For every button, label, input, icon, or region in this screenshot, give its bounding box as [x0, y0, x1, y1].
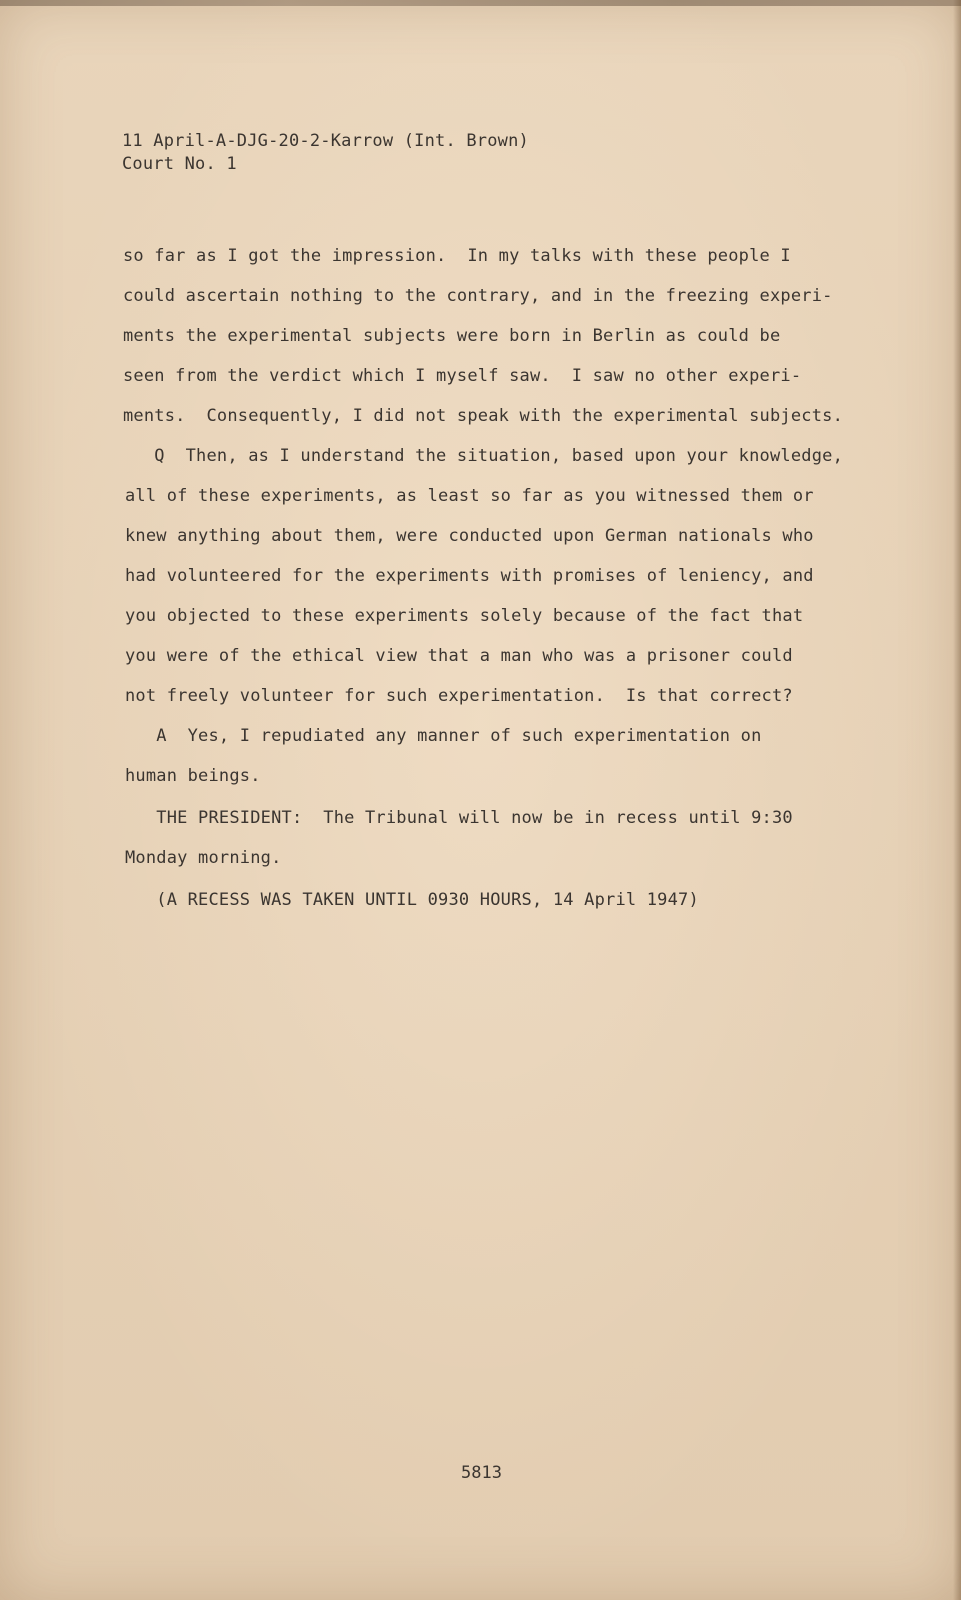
header-session-line: 11 April-A-DJG-20-2-Karrow (Int. Brown): [122, 131, 529, 151]
body-line: all of these experiments, as least so far as you witnessed them or: [125, 486, 814, 506]
body-line: could ascertain nothing to the contrary, and in the freezing experi-: [123, 286, 833, 306]
body-line: seen from the verdict which I myself saw. I saw no other experi-: [123, 366, 802, 386]
president-line: THE PRESIDENT: The Tribunal will now be in recess until 9:30: [125, 808, 793, 828]
body-line: Monday morning.: [125, 848, 282, 868]
body-line: knew anything about them, were conducted upon German nationals who: [125, 526, 814, 546]
body-line: not freely volunteer for such experimentation. Is that correct?: [125, 686, 793, 706]
recess-note: (A RECESS WAS TAKEN UNTIL 0930 HOURS, 14 April 1947): [125, 890, 699, 910]
body-line: you objected to these experiments solely because of the fact that: [125, 606, 804, 626]
answer-line: A Yes, I repudiated any manner of such experimentation on: [125, 726, 762, 746]
body-line: so far as I got the impression. In my talks with these people I: [123, 246, 791, 266]
body-line: you were of the ethical view that a man who was a prisoner could: [125, 646, 793, 666]
body-line: ments. Consequently, I did not speak with the experimental subjects.: [123, 406, 844, 426]
question-line: Q Then, as I understand the situation, based upon your knowledge,: [123, 446, 844, 466]
page-number: 5813: [461, 1463, 502, 1483]
body-line: human beings.: [125, 766, 261, 786]
body-line: ments the experimental subjects were born in Berlin as could be: [123, 326, 781, 346]
body-line: had volunteered for the experiments with promises of leniency, and: [125, 566, 814, 586]
header-court-line: Court No. 1: [122, 154, 237, 174]
